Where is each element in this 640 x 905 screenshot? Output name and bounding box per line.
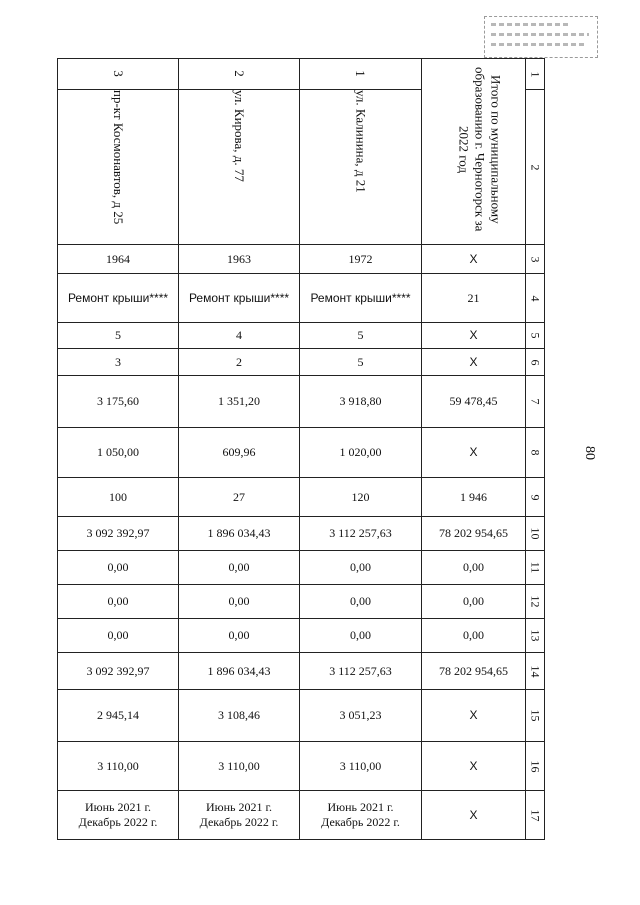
row-index: 14 — [526, 653, 545, 690]
table-cell: 1964 — [58, 245, 179, 274]
table-cell: 3 110,00 — [300, 742, 422, 791]
table-cell: 5 — [300, 349, 422, 376]
table-row — [58, 517, 545, 551]
column-number: 2 — [179, 59, 300, 90]
table-cell: 0,00 — [300, 585, 422, 619]
table-cell: X — [422, 791, 526, 840]
table-cell: 1 946 — [422, 478, 526, 517]
table-cell: 4 — [179, 323, 300, 349]
table-cell: 78 202 954,65 — [422, 517, 526, 551]
table-cell: X — [422, 245, 526, 274]
table-cell: 27 — [179, 478, 300, 517]
table-cell: 1972 — [300, 245, 422, 274]
row-index: 2 — [526, 90, 545, 245]
table-row — [58, 274, 545, 323]
table-cell: 1 896 034,43 — [179, 517, 300, 551]
table-cell: 0,00 — [422, 619, 526, 653]
row-index: 11 — [526, 551, 545, 585]
table-row — [58, 349, 545, 376]
table-cell: 0,00 — [422, 585, 526, 619]
table-cell: 0,00 — [179, 551, 300, 585]
table-cell: Июнь 2021 г. Декабрь 2022 г. — [179, 791, 300, 840]
table-row — [58, 245, 545, 274]
address-cell: пр-кт Космонавтов, д 25 — [58, 90, 179, 245]
table-row — [58, 742, 545, 791]
table-cell: Ремонт крыши**** — [179, 274, 300, 323]
column-number: 3 — [58, 59, 179, 90]
row-index: 17 — [526, 791, 545, 840]
row-index: 9 — [526, 478, 545, 517]
table-row — [58, 653, 545, 690]
total-header: Итого по муниципальному образованию г. Черногорск за 2022 год — [422, 59, 526, 245]
table-cell: Ремонт крыши**** — [58, 274, 179, 323]
table-cell: 0,00 — [58, 585, 179, 619]
column-number: 1 — [300, 59, 422, 90]
table-row — [58, 619, 545, 653]
table-cell: 3 110,00 — [179, 742, 300, 791]
table-cell: X — [422, 323, 526, 349]
table-cell: X — [422, 428, 526, 478]
stamp-mark — [484, 16, 598, 58]
row-index: 8 — [526, 428, 545, 478]
table-cell: 3 — [58, 349, 179, 376]
table-cell: 5 — [300, 323, 422, 349]
table-cell: 3 092 392,97 — [58, 653, 179, 690]
row-index: 10 — [526, 517, 545, 551]
table-cell: 0,00 — [58, 619, 179, 653]
table-cell: 21 — [422, 274, 526, 323]
table-cell: 1 020,00 — [300, 428, 422, 478]
table-cell: Июнь 2021 г. Декабрь 2022 г. — [300, 791, 422, 840]
table-row — [58, 376, 545, 428]
table-cell: 0,00 — [422, 551, 526, 585]
table-cell: 0,00 — [179, 585, 300, 619]
row-index: 15 — [526, 690, 545, 742]
table-cell: 1963 — [179, 245, 300, 274]
row-index: 4 — [526, 274, 545, 323]
table-cell: 3 051,23 — [300, 690, 422, 742]
address-cell: ул. Кирова, д. 77 — [179, 90, 300, 245]
table-cell: 0,00 — [300, 551, 422, 585]
table-cell: 3 112 257,63 — [300, 653, 422, 690]
table-cell: 609,96 — [179, 428, 300, 478]
table-cell: 2 — [179, 349, 300, 376]
table-cell: Июнь 2021 г. Декабрь 2022 г. — [58, 791, 179, 840]
table-row — [58, 791, 545, 840]
address-cell: ул. Калинина, д 21 — [300, 90, 422, 245]
row-index: 6 — [526, 349, 545, 376]
table-cell: 120 — [300, 478, 422, 517]
data-table — [57, 58, 545, 840]
table-cell: Ремонт крыши**** — [300, 274, 422, 323]
table-cell: 78 202 954,65 — [422, 653, 526, 690]
page-number: 80 — [582, 446, 597, 460]
row-index: 13 — [526, 619, 545, 653]
table-row — [58, 551, 545, 585]
table-cell: 0,00 — [58, 551, 179, 585]
table-cell: 3 918,80 — [300, 376, 422, 428]
table-cell: 1 050,00 — [58, 428, 179, 478]
table-cell: 0,00 — [300, 619, 422, 653]
row-index: 5 — [526, 323, 545, 349]
table-row — [58, 323, 545, 349]
table-cell: 1 896 034,43 — [179, 653, 300, 690]
row-index: 7 — [526, 376, 545, 428]
table-cell: 3 110,00 — [58, 742, 179, 791]
table-cell: 3 175,60 — [58, 376, 179, 428]
row-index: 1 — [526, 59, 545, 90]
table-row — [58, 478, 545, 517]
row-index: 16 — [526, 742, 545, 791]
table-cell: 3 112 257,63 — [300, 517, 422, 551]
table-cell: 3 092 392,97 — [58, 517, 179, 551]
table-cell: 1 351,20 — [179, 376, 300, 428]
table-cell: 2 945,14 — [58, 690, 179, 742]
row-index: 3 — [526, 245, 545, 274]
table-row — [58, 59, 545, 90]
table-cell: X — [422, 690, 526, 742]
table-cell: X — [422, 349, 526, 376]
table-row — [58, 690, 545, 742]
table-cell: 59 478,45 — [422, 376, 526, 428]
table-cell: 3 108,46 — [179, 690, 300, 742]
table-cell: X — [422, 742, 526, 791]
table-row — [58, 428, 545, 478]
table-row — [58, 585, 545, 619]
table-cell: 5 — [58, 323, 179, 349]
row-index: 12 — [526, 585, 545, 619]
table-cell: 100 — [58, 478, 179, 517]
table-cell: 0,00 — [179, 619, 300, 653]
